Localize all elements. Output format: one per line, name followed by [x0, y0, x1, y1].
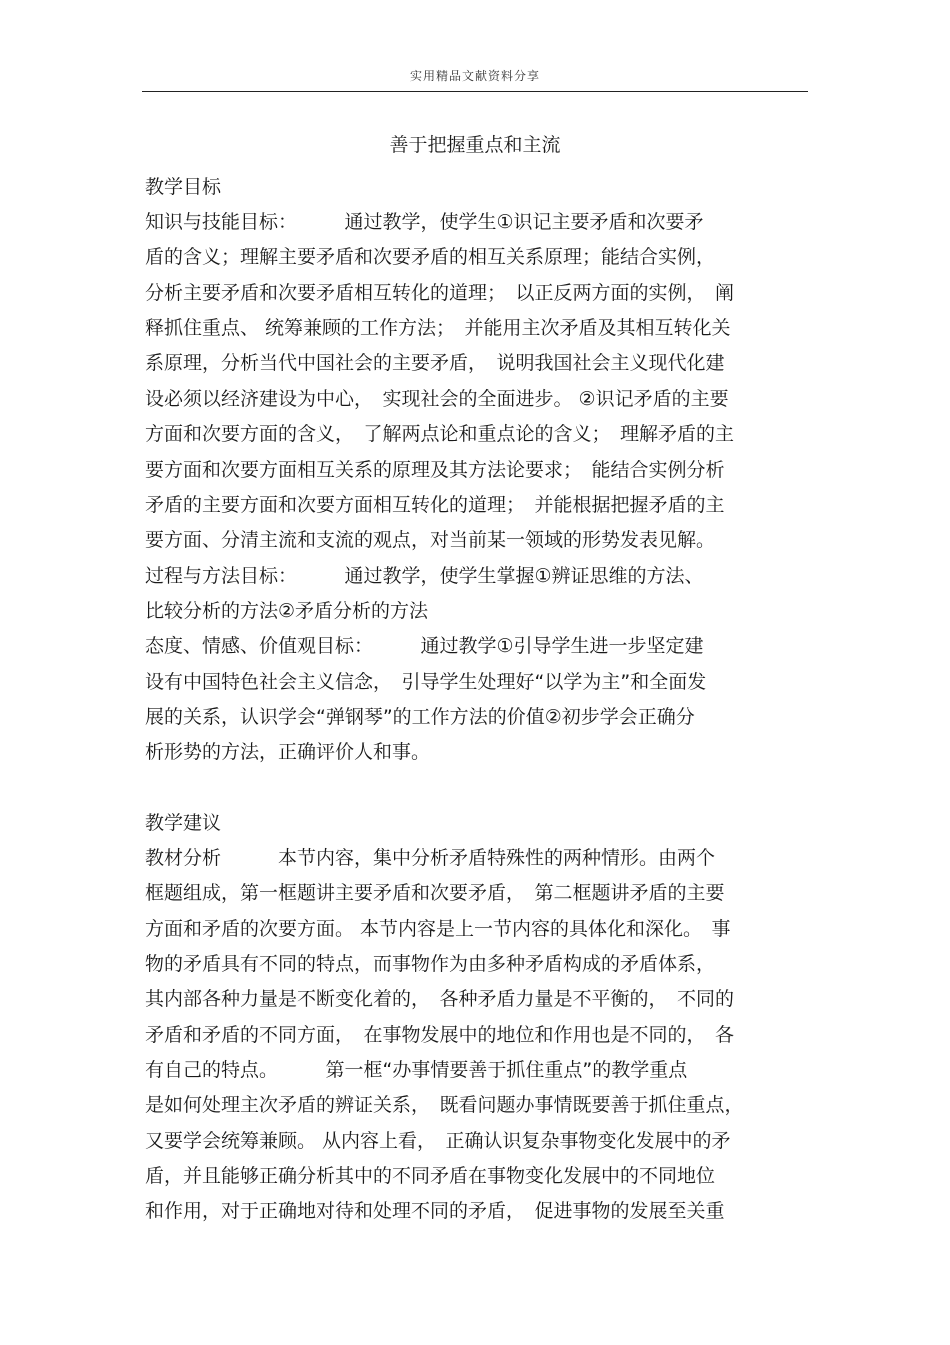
- text-line: 方面和矛盾的次要方面。 本节内容是上一节内容的具体化和深化。 事: [145, 918, 731, 940]
- text-line: 过程与方法目标： 通过教学，使学生掌握①辨证思维的方法、: [145, 565, 704, 587]
- text-line: 释抓住重点、 统筹兼顾的工作方法； 并能用主次矛盾及其相互转化关: [145, 317, 731, 339]
- text-line: 要方面、分清主流和支流的观点，对当前某一领域的形势发表见解。: [145, 529, 716, 551]
- text-line: 又要学会统筹兼顾。 从内容上看， 正确认识复杂事物变化发展中的矛: [145, 1130, 731, 1152]
- text-line: 设有中国特色社会主义信念， 引导学生处理好“以学为主”和全面发: [145, 671, 707, 693]
- text-line: 系原理，分析当代中国社会的主要矛盾， 说明我国社会主义现代化建: [145, 352, 725, 374]
- text-line: 有自己的特点。 第一框“办事情要善于抓住重点”的教学重点: [145, 1059, 688, 1081]
- section-heading-goals: 教学目标: [145, 176, 222, 198]
- text-line: 矛盾和矛盾的不同方面， 在事物发展中的地位和作用也是不同的， 各: [145, 1024, 735, 1046]
- text-line: 盾，并且能够正确分析其中的不同矛盾在事物变化发展中的不同地位: [145, 1165, 716, 1187]
- text-line: 是如何处理主次矛盾的辨证关系， 既看问题办事情既要善于抓住重点，: [145, 1094, 744, 1116]
- text-line: 分析主要矛盾和次要矛盾相互转化的道理； 以正反两方面的实例， 阐: [145, 282, 735, 304]
- text-line: 教材分析 本节内容，集中分析矛盾特殊性的两种情形。由两个: [145, 847, 716, 869]
- text-line: 其内部各种力量是不断变化着的， 各种矛盾力量是不平衡的， 不同的: [145, 988, 735, 1010]
- text-line: 方面和次要方面的含义， 了解两点论和重点论的含义； 理解矛盾的主: [145, 423, 735, 445]
- text-line: 和作用，对于正确地对待和处理不同的矛盾， 促进事物的发展至关重: [145, 1200, 725, 1222]
- document-title: 善于把握重点和主流: [389, 134, 561, 156]
- text-line: 物的矛盾具有不同的特点，而事物作为由多种矛盾构成的矛盾体系，: [145, 953, 716, 975]
- text-line: 比较分析的方法②矛盾分析的方法: [145, 600, 429, 622]
- page-header: 实用精品文献资料分享: [409, 69, 540, 83]
- text-line: 知识与技能目标： 通过教学，使学生①识记主要矛盾和次要矛: [145, 211, 704, 233]
- text-line: 矛盾的主要方面和次要方面相互转化的道理； 并能根据把握矛盾的主: [145, 494, 725, 516]
- header-divider: [142, 91, 808, 92]
- text-line: 设必须以经济建设为中心， 实现社会的全面进步。 ②识记矛盾的主要: [145, 388, 729, 410]
- text-line: 要方面和次要方面相互关系的原理及其方法论要求； 能结合实例分析: [145, 459, 725, 481]
- text-line: 展的关系，认识学会“弹钢琴”的工作方法的价值②初步学会正确分: [145, 706, 695, 728]
- text-line: 态度、情感、价值观目标： 通过教学①引导学生进一步坚定建: [145, 635, 704, 657]
- text-line: 析形势的方法，正确评价人和事。: [145, 741, 431, 763]
- section-heading-suggestions: 教学建议: [145, 812, 222, 834]
- text-line: 框题组成，第一框题讲主要矛盾和次要矛盾， 第二框题讲矛盾的主要: [145, 882, 725, 904]
- text-line: 盾的含义；理解主要矛盾和次要矛盾的相互关系原理；能结合实例，: [145, 246, 716, 268]
